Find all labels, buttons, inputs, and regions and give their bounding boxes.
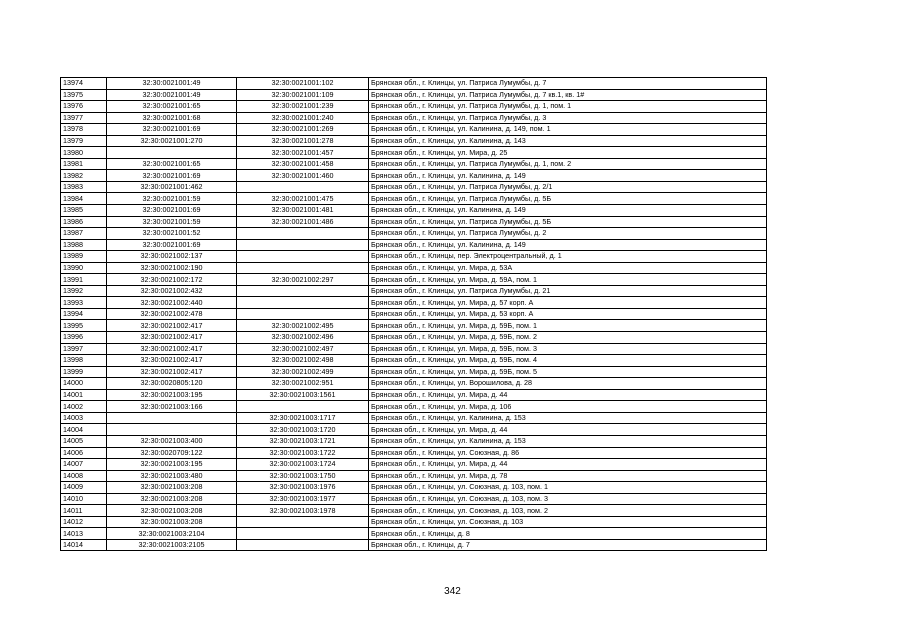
object-cadastral-number-cell: 32:30:0021002:499 (237, 366, 369, 378)
address-cell: Брянская обл., г. Клинцы, д. 7 (369, 539, 767, 551)
cadastral-number-cell: 32:30:0021003:2105 (107, 539, 237, 551)
table-row (61, 378, 767, 390)
address-cell: Брянская обл., г. Клинцы, ул. Патриса Лумумбы, д. 7 кв.1, кв. 1# (369, 89, 767, 101)
table-row (61, 424, 767, 436)
row-number-cell: 14005 (61, 435, 107, 447)
object-cadastral-number-cell (237, 251, 369, 263)
object-cadastral-number-cell: 32:30:0021001:460 (237, 170, 369, 182)
cadastral-number-cell: 32:30:0021003:166 (107, 401, 237, 413)
table-row (61, 101, 767, 113)
object-cadastral-number-cell (237, 516, 369, 528)
table-row (61, 412, 767, 424)
object-cadastral-number-cell: 32:30:0021002:496 (237, 332, 369, 344)
cadastral-number-cell: 32:30:0021002:417 (107, 343, 237, 355)
object-cadastral-number-cell: 32:30:0021001:269 (237, 124, 369, 136)
object-cadastral-number-cell: 32:30:0021003:1978 (237, 505, 369, 517)
table-row (61, 274, 767, 286)
object-cadastral-number-cell (237, 262, 369, 274)
address-cell: Брянская обл., г. Клинцы, ул. Мира, д. 59Б, пом. 2 (369, 332, 767, 344)
row-number-cell: 14013 (61, 528, 107, 540)
table-row (61, 262, 767, 274)
address-cell: Брянская обл., г. Клинцы, ул. Мира, д. 78 (369, 470, 767, 482)
row-number-cell: 13999 (61, 366, 107, 378)
address-cell: Брянская обл., г. Клинцы, ул. Калинина, д. 153 (369, 435, 767, 447)
cadastral-number-cell: 32:30:0020805:120 (107, 378, 237, 390)
address-cell: Брянская обл., г. Клинцы, ул. Патриса Лумумбы, д. 3 (369, 112, 767, 124)
row-number-cell: 13979 (61, 135, 107, 147)
row-number-cell: 13988 (61, 239, 107, 251)
address-cell: Брянская обл., г. Клинцы, ул. Калинина, д. 149 (369, 239, 767, 251)
cadastral-number-cell: 32:30:0021002:417 (107, 355, 237, 367)
row-number-cell: 13981 (61, 158, 107, 170)
address-cell: Брянская обл., г. Клинцы, ул. Союзная, д. 103 (369, 516, 767, 528)
row-number-cell: 13975 (61, 89, 107, 101)
address-cell: Брянская обл., г. Клинцы, ул. Мира, д. 59Б, пом. 3 (369, 343, 767, 355)
address-cell: Брянская обл., г. Клинцы, ул. Калинина, д. 149 (369, 205, 767, 217)
object-cadastral-number-cell: 32:30:0021002:498 (237, 355, 369, 367)
cadastral-number-cell (107, 412, 237, 424)
cadastral-number-cell: 32:30:0021002:432 (107, 285, 237, 297)
row-number-cell: 13976 (61, 101, 107, 113)
row-number-cell: 13983 (61, 181, 107, 193)
address-cell: Брянская обл., г. Клинцы, ул. Патриса Лумумбы, д. 21 (369, 285, 767, 297)
row-number-cell: 14001 (61, 389, 107, 401)
object-cadastral-number-cell (237, 285, 369, 297)
table-row (61, 285, 767, 297)
row-number-cell: 13991 (61, 274, 107, 286)
cadastral-number-cell: 32:30:0021002:440 (107, 297, 237, 309)
cadastral-number-cell: 32:30:0021002:417 (107, 366, 237, 378)
table-row (61, 193, 767, 205)
address-cell: Брянская обл., г. Клинцы, ул. Мира, д. 59А, пом. 1 (369, 274, 767, 286)
table-row (61, 366, 767, 378)
object-cadastral-number-cell: 32:30:0021002:497 (237, 343, 369, 355)
address-cell: Брянская обл., г. Клинцы, ул. Мира, д. 57 корп. А (369, 297, 767, 309)
cadastral-number-cell: 32:30:0021002:137 (107, 251, 237, 263)
address-cell: Брянская обл., г. Клинцы, ул. Союзная, д. 103, пом. 2 (369, 505, 767, 517)
cadastral-number-cell: 32:30:0021002:478 (107, 308, 237, 320)
row-number-cell: 13996 (61, 332, 107, 344)
cadastral-number-cell (107, 147, 237, 159)
object-cadastral-number-cell: 32:30:0021001:278 (237, 135, 369, 147)
table-row (61, 158, 767, 170)
cadastral-number-cell: 32:30:0021003:208 (107, 516, 237, 528)
address-cell: Брянская обл., г. Клинцы, ул. Союзная, д. 86 (369, 447, 767, 459)
address-cell: Брянская обл., г. Клинцы, пер. Электроцентральный, д. 1 (369, 251, 767, 263)
table-row (61, 89, 767, 101)
object-cadastral-number-cell: 32:30:0021003:1750 (237, 470, 369, 482)
row-number-cell: 14002 (61, 401, 107, 413)
row-number-cell: 13977 (61, 112, 107, 124)
cadastral-number-cell: 32:30:0021003:195 (107, 459, 237, 471)
cadastral-number-cell: 32:30:0021001:68 (107, 112, 237, 124)
table-row (61, 343, 767, 355)
object-cadastral-number-cell: 32:30:0021001:481 (237, 205, 369, 217)
table-row (61, 228, 767, 240)
object-cadastral-number-cell: 32:30:0021003:1976 (237, 482, 369, 494)
address-cell: Брянская обл., г. Клинцы, ул. Союзная, д. 103, пом. 3 (369, 493, 767, 505)
table-row (61, 170, 767, 182)
cadastral-number-cell: 32:30:0021001:69 (107, 205, 237, 217)
cadastral-number-cell: 32:30:0021001:69 (107, 170, 237, 182)
object-cadastral-number-cell: 32:30:0021002:297 (237, 274, 369, 286)
table-row (61, 355, 767, 367)
cadastral-number-cell: 32:30:0021002:417 (107, 320, 237, 332)
cadastral-number-cell: 32:30:0021001:65 (107, 158, 237, 170)
table-row (61, 528, 767, 540)
table-row (61, 239, 767, 251)
row-number-cell: 14011 (61, 505, 107, 517)
object-cadastral-number-cell (237, 539, 369, 551)
object-cadastral-number-cell: 32:30:0021001:457 (237, 147, 369, 159)
cadastral-number-cell: 32:30:0021001:69 (107, 124, 237, 136)
cadastral-number-cell: 32:30:0021002:190 (107, 262, 237, 274)
cadastral-number-cell: 32:30:0021001:59 (107, 193, 237, 205)
table-row (61, 297, 767, 309)
address-cell: Брянская обл., г. Клинцы, ул. Мира, д. 59Б, пом. 1 (369, 320, 767, 332)
address-cell: Брянская обл., г. Клинцы, ул. Мира, д. 25 (369, 147, 767, 159)
cadastral-number-cell (107, 424, 237, 436)
cadastral-number-cell: 32:30:0020709:122 (107, 447, 237, 459)
row-number-cell: 13993 (61, 297, 107, 309)
table-row (61, 435, 767, 447)
cadastral-number-cell: 32:30:0021001:69 (107, 239, 237, 251)
row-number-cell: 14003 (61, 412, 107, 424)
address-cell: Брянская обл., г. Клинцы, ул. Калинина, д. 149, пом. 1 (369, 124, 767, 136)
cadastral-number-cell: 32:30:0021003:400 (107, 435, 237, 447)
table-row (61, 332, 767, 344)
address-cell: Брянская обл., г. Клинцы, ул. Патриса Лумумбы, д. 1, пом. 1 (369, 101, 767, 113)
object-cadastral-number-cell: 32:30:0021001:109 (237, 89, 369, 101)
address-cell: Брянская обл., г. Клинцы, ул. Союзная, д. 103, пом. 1 (369, 482, 767, 494)
table-row (61, 459, 767, 471)
cadastral-number-cell: 32:30:0021001:59 (107, 216, 237, 228)
object-cadastral-number-cell: 32:30:0021003:1561 (237, 389, 369, 401)
cadastral-number-cell: 32:30:0021003:208 (107, 482, 237, 494)
row-number-cell: 13982 (61, 170, 107, 182)
object-cadastral-number-cell: 32:30:0021002:495 (237, 320, 369, 332)
object-cadastral-number-cell: 32:30:0021001:486 (237, 216, 369, 228)
row-number-cell: 14004 (61, 424, 107, 436)
address-cell: Брянская обл., г. Клинцы, ул. Ворошилова, д. 28 (369, 378, 767, 390)
table-row (61, 135, 767, 147)
row-number-cell: 14014 (61, 539, 107, 551)
address-cell: Брянская обл., г. Клинцы, ул. Мира, д. 44 (369, 389, 767, 401)
address-cell: Брянская обл., г. Клинцы, ул. Патриса Лумумбы, д. 1, пом. 2 (369, 158, 767, 170)
cadastral-number-cell: 32:30:0021001:49 (107, 78, 237, 90)
table-row (61, 505, 767, 517)
address-cell: Брянская обл., г. Клинцы, ул. Мира, д. 106 (369, 401, 767, 413)
cadastral-number-cell: 32:30:0021003:195 (107, 389, 237, 401)
cadastral-number-cell: 32:30:0021001:65 (107, 101, 237, 113)
cadastral-number-cell: 32:30:0021003:480 (107, 470, 237, 482)
row-number-cell: 13978 (61, 124, 107, 136)
address-cell: Брянская обл., г. Клинцы, ул. Патриса Лумумбы, д. 7 (369, 78, 767, 90)
row-number-cell: 14008 (61, 470, 107, 482)
row-number-cell: 13994 (61, 308, 107, 320)
row-number-cell: 13985 (61, 205, 107, 217)
object-cadastral-number-cell: 32:30:0021001:240 (237, 112, 369, 124)
row-number-cell: 14012 (61, 516, 107, 528)
address-cell: Брянская обл., г. Клинцы, ул. Мира, д. 44 (369, 459, 767, 471)
object-cadastral-number-cell (237, 181, 369, 193)
cadastral-number-cell: 32:30:0021003:2104 (107, 528, 237, 540)
object-cadastral-number-cell (237, 308, 369, 320)
address-cell: Брянская обл., г. Клинцы, ул. Мира, д. 59Б, пом. 5 (369, 366, 767, 378)
table-row (61, 539, 767, 551)
registry-table (60, 77, 767, 551)
address-cell: Брянская обл., г. Клинцы, д. 8 (369, 528, 767, 540)
address-cell: Брянская обл., г. Клинцы, ул. Мира, д. 44 (369, 424, 767, 436)
row-number-cell: 13989 (61, 251, 107, 263)
table-row (61, 112, 767, 124)
table-row (61, 147, 767, 159)
cadastral-number-cell: 32:30:0021001:270 (107, 135, 237, 147)
table-row (61, 308, 767, 320)
address-cell: Брянская обл., г. Клинцы, ул. Патриса Лумумбы, д. 5Б (369, 193, 767, 205)
address-cell: Брянская обл., г. Клинцы, ул. Мира, д. 53А (369, 262, 767, 274)
row-number-cell: 14000 (61, 378, 107, 390)
row-number-cell: 13998 (61, 355, 107, 367)
address-cell: Брянская обл., г. Клинцы, ул. Патриса Лумумбы, д. 2/1 (369, 181, 767, 193)
table-row (61, 447, 767, 459)
object-cadastral-number-cell (237, 297, 369, 309)
address-cell: Брянская обл., г. Клинцы, ул. Мира, д. 59Б, пом. 4 (369, 355, 767, 367)
row-number-cell: 13986 (61, 216, 107, 228)
table-row (61, 389, 767, 401)
table-row (61, 216, 767, 228)
address-cell: Брянская обл., г. Клинцы, ул. Калинина, д. 143 (369, 135, 767, 147)
row-number-cell: 14009 (61, 482, 107, 494)
address-cell: Брянская обл., г. Клинцы, ул. Патриса Лумумбы, д. 2 (369, 228, 767, 240)
row-number-cell: 13992 (61, 285, 107, 297)
object-cadastral-number-cell: 32:30:0021002:951 (237, 378, 369, 390)
cadastral-number-cell: 32:30:0021001:52 (107, 228, 237, 240)
table-row (61, 401, 767, 413)
table-row (61, 493, 767, 505)
row-number-cell: 14006 (61, 447, 107, 459)
object-cadastral-number-cell: 32:30:0021001:239 (237, 101, 369, 113)
object-cadastral-number-cell: 32:30:0021003:1724 (237, 459, 369, 471)
object-cadastral-number-cell: 32:30:0021003:1720 (237, 424, 369, 436)
row-number-cell: 14010 (61, 493, 107, 505)
cadastral-number-cell: 32:30:0021003:208 (107, 505, 237, 517)
object-cadastral-number-cell: 32:30:0021003:1721 (237, 435, 369, 447)
page-number: 342 (444, 586, 461, 597)
address-cell: Брянская обл., г. Клинцы, ул. Калинина, д. 149 (369, 170, 767, 182)
cadastral-number-cell: 32:30:0021002:417 (107, 332, 237, 344)
row-number-cell: 13995 (61, 320, 107, 332)
row-number-cell: 13974 (61, 78, 107, 90)
object-cadastral-number-cell: 32:30:0021003:1717 (237, 412, 369, 424)
table-row (61, 482, 767, 494)
cadastral-number-cell: 32:30:0021001:49 (107, 89, 237, 101)
table-row (61, 181, 767, 193)
object-cadastral-number-cell: 32:30:0021003:1977 (237, 493, 369, 505)
object-cadastral-number-cell: 32:30:0021001:475 (237, 193, 369, 205)
table-row (61, 205, 767, 217)
object-cadastral-number-cell (237, 239, 369, 251)
table-row (61, 320, 767, 332)
row-number-cell: 13987 (61, 228, 107, 240)
object-cadastral-number-cell (237, 528, 369, 540)
object-cadastral-number-cell (237, 401, 369, 413)
object-cadastral-number-cell (237, 228, 369, 240)
cadastral-number-cell: 32:30:0021001:462 (107, 181, 237, 193)
table-row (61, 124, 767, 136)
address-cell: Брянская обл., г. Клинцы, ул. Патриса Лумумбы, д. 5Б (369, 216, 767, 228)
row-number-cell: 13990 (61, 262, 107, 274)
object-cadastral-number-cell: 32:30:0021003:1722 (237, 447, 369, 459)
table-row (61, 78, 767, 90)
address-cell: Брянская обл., г. Клинцы, ул. Мира, д. 53 корп. А (369, 308, 767, 320)
row-number-cell: 13997 (61, 343, 107, 355)
row-number-cell: 13984 (61, 193, 107, 205)
cadastral-number-cell: 32:30:0021003:208 (107, 493, 237, 505)
table-row (61, 470, 767, 482)
table-row (61, 251, 767, 263)
object-cadastral-number-cell: 32:30:0021001:102 (237, 78, 369, 90)
registry-table-body (61, 78, 767, 551)
object-cadastral-number-cell: 32:30:0021001:458 (237, 158, 369, 170)
row-number-cell: 13980 (61, 147, 107, 159)
row-number-cell: 14007 (61, 459, 107, 471)
address-cell: Брянская обл., г. Клинцы, ул. Калинина, д. 153 (369, 412, 767, 424)
table-row (61, 516, 767, 528)
cadastral-number-cell: 32:30:0021002:172 (107, 274, 237, 286)
